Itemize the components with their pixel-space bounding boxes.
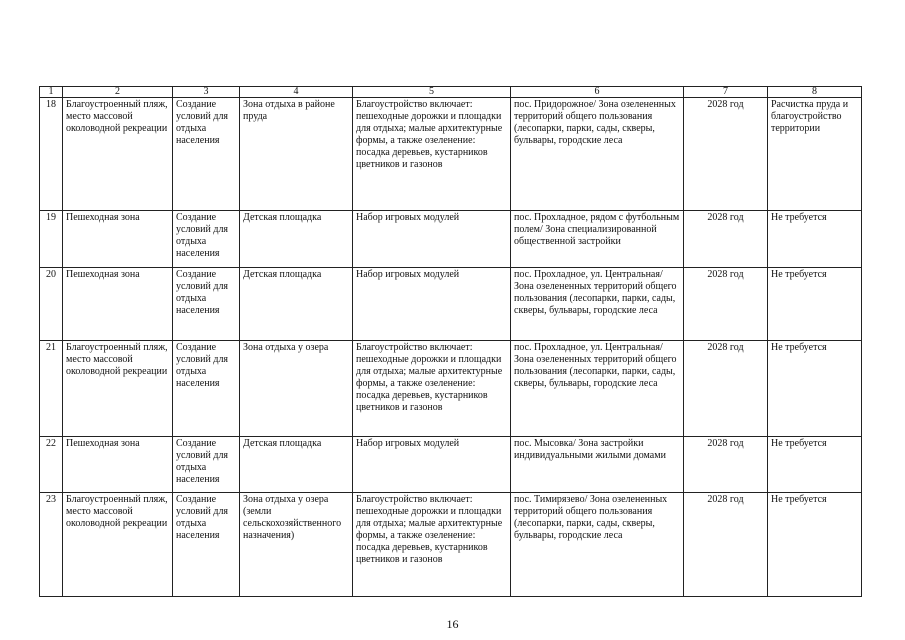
row-number: 18 xyxy=(40,98,63,211)
notes-cell: Расчистка пруда и благоустройство территории xyxy=(768,98,862,211)
facility-name: Пешеходная зона xyxy=(63,211,173,268)
planning-table xyxy=(39,86,862,597)
location-cell: пос. Прохладное, ул. Центральная/ Зона озелененных территорий общего пользования (лесопарки, парки, сады, скверы, бульвары, городские леса xyxy=(511,268,684,341)
header-row xyxy=(40,87,862,98)
purpose-cell: Создание условий для отдыха населения xyxy=(173,437,240,493)
year-cell: 2028 год xyxy=(684,437,768,493)
table-row xyxy=(40,341,862,437)
purpose-cell: Создание условий для отдыха населения xyxy=(173,268,240,341)
measures-cell: Благоустройство включает: пешеходные дорожки и площадки для отдыха; малые архитектурные формы, а также озеленение: посадка деревьев, кустарников цветников и газонов xyxy=(353,98,511,211)
location-cell: пос. Тимирязево/ Зона озелененных территорий общего пользования (лесопарки, парки, сады, скверы, бульвары, городские леса xyxy=(511,493,684,597)
measures-cell: Набор игровых модулей xyxy=(353,437,511,493)
year-cell: 2028 год xyxy=(684,268,768,341)
year-cell: 2028 год xyxy=(684,493,768,597)
notes-cell: Не требуется xyxy=(768,493,862,597)
purpose-cell: Создание условий для отдыха населения xyxy=(173,493,240,597)
object-cell: Детская площадка xyxy=(240,211,353,268)
notes-cell: Не требуется xyxy=(768,211,862,268)
row-number: 22 xyxy=(40,437,63,493)
row-number: 20 xyxy=(40,268,63,341)
year-cell: 2028 год xyxy=(684,211,768,268)
facility-name: Пешеходная зона xyxy=(63,268,173,341)
column-header: 5 xyxy=(353,87,511,98)
measures-cell: Благоустройство включает: пешеходные дорожки и площадки для отдыха; малые архитектурные формы, а также озеленение: посадка деревьев, кустарников цветников и газонов xyxy=(353,341,511,437)
facility-name: Пешеходная зона xyxy=(63,437,173,493)
object-cell: Зона отдыха у озера xyxy=(240,341,353,437)
object-cell: Зона отдыха в районе пруда xyxy=(240,98,353,211)
table-row xyxy=(40,437,862,493)
table-row xyxy=(40,268,862,341)
column-header: 8 xyxy=(768,87,862,98)
year-cell: 2028 год xyxy=(684,341,768,437)
location-cell: пос. Мысовка/ Зона застройки индивидуальными жилыми домами xyxy=(511,437,684,493)
location-cell: пос. Придорожное/ Зона озелененных территорий общего пользования (лесопарки, парки, сады, скверы, бульвары, городские леса xyxy=(511,98,684,211)
purpose-cell: Создание условий для отдыха населения xyxy=(173,341,240,437)
table-row xyxy=(40,493,862,597)
column-header: 3 xyxy=(173,87,240,98)
column-header: 4 xyxy=(240,87,353,98)
measures-cell: Набор игровых модулей xyxy=(353,268,511,341)
table-row xyxy=(40,98,862,211)
facility-name: Благоустроенный пляж, место массовой околоводной рекреации xyxy=(63,341,173,437)
column-header: 1 xyxy=(40,87,63,98)
table-row xyxy=(40,211,862,268)
object-cell: Детская площадка xyxy=(240,268,353,341)
row-number: 21 xyxy=(40,341,63,437)
column-header: 2 xyxy=(63,87,173,98)
object-cell: Зона отдыха у озера (земли сельскохозяйственного назначения) xyxy=(240,493,353,597)
measures-cell: Благоустройство включает: пешеходные дорожки и площадки для отдыха; малые архитектурные формы, а также озеленение: посадка деревьев, кустарников цветников и газонов xyxy=(353,493,511,597)
column-header: 7 xyxy=(684,87,768,98)
row-number: 19 xyxy=(40,211,63,268)
year-cell: 2028 год xyxy=(684,98,768,211)
column-header: 6 xyxy=(511,87,684,98)
notes-cell: Не требуется xyxy=(768,268,862,341)
location-cell: пос. Прохладное, ул. Центральная/ Зона озелененных территорий общего пользования (лесопарки, парки, сады, скверы, бульвары, городские леса xyxy=(511,341,684,437)
row-number: 23 xyxy=(40,493,63,597)
measures-cell: Набор игровых модулей xyxy=(353,211,511,268)
facility-name: Благоустроенный пляж, место массовой околоводной рекреации xyxy=(63,98,173,211)
purpose-cell: Создание условий для отдыха населения xyxy=(173,98,240,211)
facility-name: Благоустроенный пляж, место массовой околоводной рекреации xyxy=(63,493,173,597)
purpose-cell: Создание условий для отдыха населения xyxy=(173,211,240,268)
location-cell: пос. Прохладное, рядом с футбольным полем/ Зона специализированной общественной застройки xyxy=(511,211,684,268)
object-cell: Детская площадка xyxy=(240,437,353,493)
notes-cell: Не требуется xyxy=(768,437,862,493)
notes-cell: Не требуется xyxy=(768,341,862,437)
page-number: 16 xyxy=(446,617,459,631)
